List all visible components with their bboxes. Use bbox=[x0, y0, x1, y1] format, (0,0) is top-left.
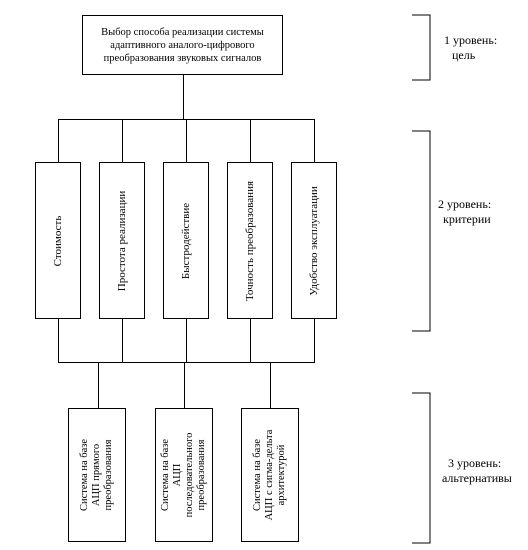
alternative-2-line-2: АЦП bbox=[172, 463, 183, 487]
alternative-1-line-2: АЦП прямого bbox=[91, 443, 102, 507]
alternative-1-line-3: преобразования bbox=[103, 439, 114, 511]
level-3-label bbox=[442, 456, 528, 486]
level-1-subtitle: цель bbox=[452, 48, 476, 62]
criterion-label-4: Точность преобразования bbox=[243, 180, 256, 301]
alternative-3-line-1: Система на базе bbox=[252, 438, 263, 512]
alternative-3-line-3: архитектурой bbox=[276, 444, 287, 506]
alternative-2-line-4: преобразования bbox=[196, 439, 207, 511]
alternative-2-line-1: Система на базе bbox=[160, 438, 171, 512]
level-3-subtitle: альтернативы bbox=[442, 471, 512, 485]
alternative-3-line-2: АЦП с сигма-дельта bbox=[264, 429, 275, 521]
level-3-brace bbox=[412, 393, 430, 543]
goal-line-3: преобразования звуковых сигналов bbox=[103, 52, 262, 64]
level-1-label bbox=[444, 33, 524, 63]
criterion-label-5: Удобство эксплуатации bbox=[307, 185, 320, 296]
alternative-2-line-3: последовательного bbox=[184, 432, 195, 518]
level-1-brace bbox=[412, 15, 430, 80]
criterion-label-2: Простота реализации bbox=[115, 190, 128, 291]
level-1-title: 1 уровень: bbox=[444, 33, 498, 47]
goal-line-1: Выбор способа реализации системы bbox=[101, 26, 264, 38]
alternative-1-line-1: Система на базе bbox=[79, 438, 90, 512]
level-2-subtitle: критерии bbox=[443, 212, 491, 226]
criterion-label-3: Быстродействие bbox=[179, 202, 192, 279]
goal-line-2: адаптивного аналого-цифрового bbox=[110, 39, 255, 51]
criterion-label-1: Стоимость bbox=[51, 215, 64, 266]
level-2-title: 2 уровень: bbox=[438, 197, 492, 211]
level-3-title: 3 уровень: bbox=[448, 456, 502, 470]
level-2-label bbox=[438, 197, 526, 227]
level-2-brace bbox=[412, 131, 430, 331]
